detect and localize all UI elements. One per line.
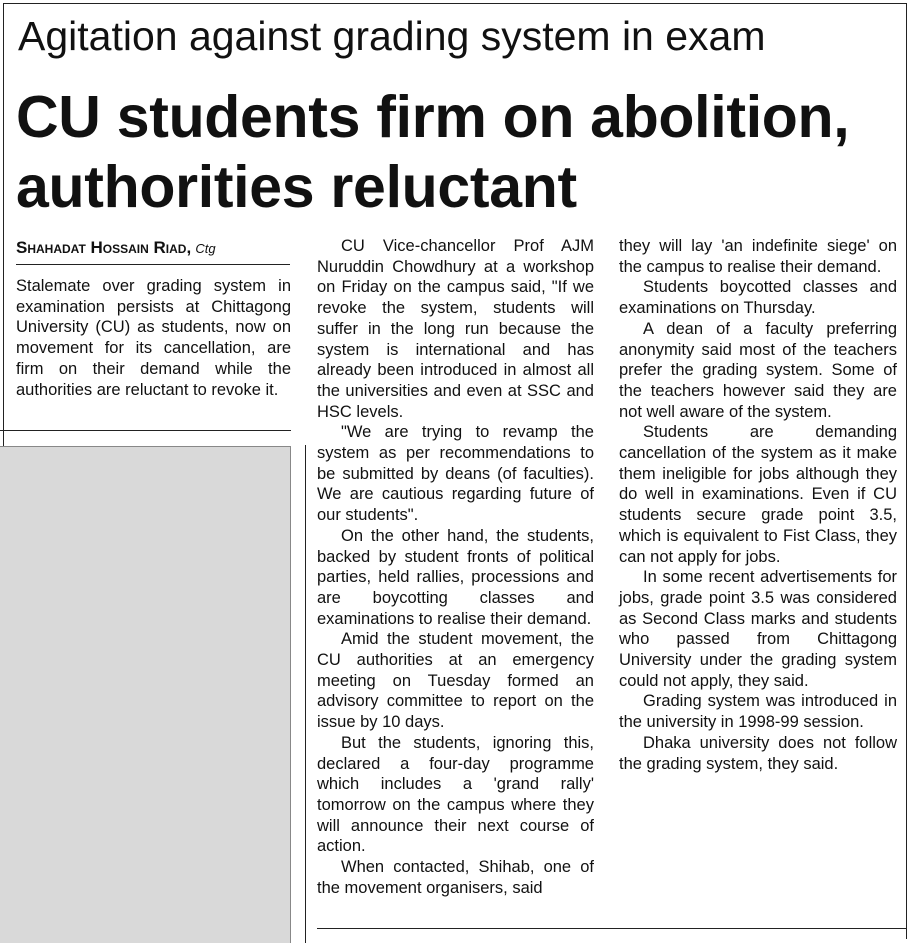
byline-location: Ctg — [195, 241, 216, 256]
headline-line-1: CU students firm on abolition, — [16, 84, 850, 150]
paragraph: When contacted, Shihab, one of the movement organisers, said — [317, 858, 594, 897]
paragraph: A dean of a faculty preferring anonymity said most of the teachers prefer the grading system. Some of the teachers however said they are not well aware of the system. — [619, 319, 897, 421]
byline-rule — [16, 264, 290, 265]
column-divider — [305, 445, 306, 943]
paragraph: Amid the student movement, the CU authorities at an emergency meeting on Tuesday formed an advisory committee to report on the issue by 10 days. — [317, 630, 594, 732]
paragraph: Dhaka university does not follow the grading system, they said. — [619, 733, 897, 773]
byline — [16, 238, 216, 258]
lead-rule — [0, 430, 291, 431]
photo-placeholder — [0, 446, 291, 943]
paragraph: Students boycotted classes and examinations on Thursday. — [619, 278, 897, 318]
paragraph: On the other hand, the students, backed by student fronts of political parties, held rallies, processions and are boycotting classes and examinations to realise their demand. — [317, 526, 594, 628]
paragraph: Students are demanding cancellation of the system as it make them ineligible for jobs although they do well in examinations. Even if CU students secure grade point 3.5, which is equivalent to Fist Class, they can not apply for jobs. — [619, 423, 897, 566]
paragraph: they will lay 'an indefinite siege' on the campus to realise their demand. — [619, 237, 897, 276]
paragraph: In some recent advertisements for jobs, grade point 3.5 was considered as Second Class marks and students who passed from Chittagong University under the grading system could not apply, they said. — [619, 568, 897, 690]
column-2 — [317, 236, 594, 899]
paragraph: CU Vice-chancellor Prof AJM Nuruddin Chowdhury at a workshop on Friday on the campus said, "If we revoke the system, students will suffer in the long run because the system is international and has already been introduced in almost all the universities and even at SSC and HSC levels. — [317, 237, 594, 421]
paragraph: Grading system was introduced in the university in 1998-99 session. — [619, 692, 897, 732]
paragraph: But the students, ignoring this, declared a four-day programme which includes a 'grand rally' tomorrow on the campus where they will announce their next course of action. — [317, 733, 594, 856]
headline — [16, 82, 849, 222]
column-3 — [619, 236, 897, 774]
kicker: Agitation against grading system in exam — [18, 13, 766, 59]
paragraph: "We are trying to revamp the system as per recommendations to be submitted by deans (of faculties). We are cautious regarding future of our students". — [317, 423, 594, 525]
bottom-rule — [317, 928, 907, 929]
byline-name: Shahadat Hossain Riad, — [16, 238, 192, 257]
lead-paragraph: Stalemate over grading system in examination persists at Chittagong University (CU) as students, now on movement for its cancellation, are firm on their demand while the authorities are reluctant to revoke it. — [16, 277, 291, 399]
headline-line-2: authorities reluctant — [16, 154, 577, 220]
